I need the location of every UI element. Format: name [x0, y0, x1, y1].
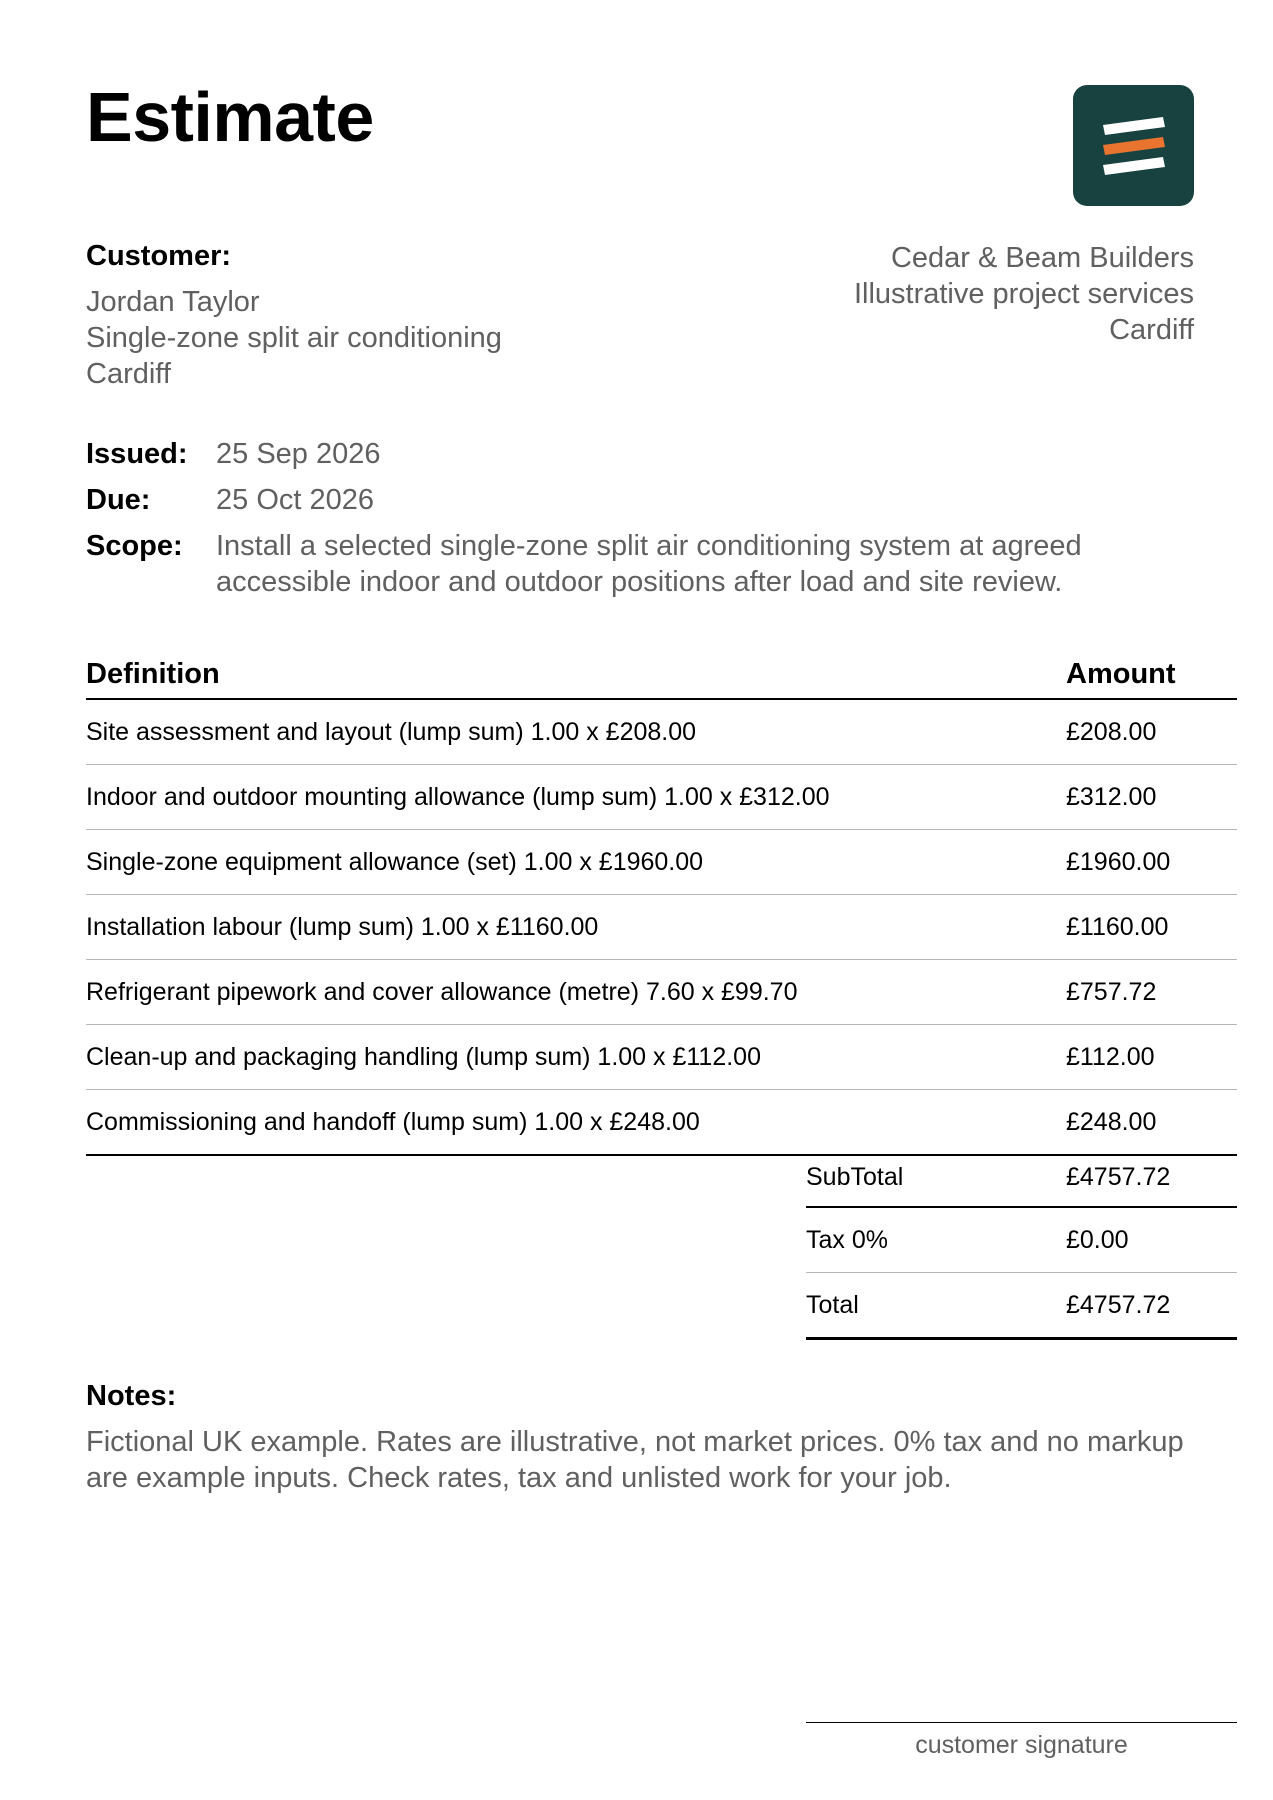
scope-row	[86, 528, 1206, 600]
company-block	[634, 240, 1194, 348]
row-amount: £208.00	[1066, 717, 1157, 746]
definition-header: Definition	[86, 657, 220, 690]
notes-text: Fictional UK example. Rates are illustrative, not market prices. 0% tax and no markup are example inputs. Check rates, tax and unlisted work for your job.	[86, 1426, 1184, 1494]
signature-line	[806, 1722, 1237, 1760]
row-amount: £248.00	[1066, 1107, 1157, 1136]
table-row	[86, 960, 1237, 1025]
due-row	[86, 482, 1206, 518]
table-row	[86, 830, 1237, 895]
scope-label: Scope:	[86, 530, 183, 562]
tax-row	[806, 1208, 1237, 1273]
row-definition: Clean-up and packaging handling (lump sum) 1.00 x £112.00	[86, 1042, 761, 1071]
estimate-meta	[86, 436, 1206, 610]
company-logo-icon	[1073, 85, 1194, 206]
table-row	[86, 895, 1237, 960]
row-amount: £312.00	[1066, 782, 1157, 811]
table-row	[86, 700, 1237, 765]
customer-name: Jordan Taylor	[86, 286, 260, 318]
company-name: Cedar & Beam Builders	[890, 242, 1194, 274]
row-definition: Installation labour (lump sum) 1.00 x £1160.00	[86, 912, 599, 941]
subtotal-value: £4757.72	[1066, 1163, 1171, 1191]
row-definition: Indoor and outdoor mounting allowance (lump sum) 1.00 x £312.00	[86, 782, 830, 811]
subtotal-row	[806, 1149, 1237, 1208]
customer-label: Customer:	[86, 240, 232, 272]
totals-block	[806, 1149, 1237, 1340]
table-header	[86, 650, 1237, 700]
company-city: Cardiff	[1109, 314, 1194, 346]
row-amount: £1160.00	[1066, 912, 1169, 941]
issued-label: Issued:	[86, 438, 188, 470]
table-row	[86, 765, 1237, 830]
line-items-table	[86, 650, 1237, 1156]
signature-label: customer signature	[915, 1731, 1128, 1759]
amount-header: Amount	[1066, 657, 1176, 690]
issued-row	[86, 436, 1206, 472]
total-value: £4757.72	[1066, 1290, 1171, 1319]
notes-block	[86, 1378, 1206, 1496]
total-row	[806, 1273, 1237, 1340]
scope-text: Install a selected single-zone split air conditioning system at agreed accessible indoor and outdoor positions after load and site review.	[216, 530, 1082, 598]
row-amount: £1960.00	[1066, 847, 1171, 876]
row-definition: Commissioning and handoff (lump sum) 1.00 x £248.00	[86, 1107, 700, 1136]
page-title: Estimate	[86, 78, 374, 156]
issued-date: 25 Sep 2026	[216, 438, 381, 470]
customer-city: Cardiff	[86, 358, 171, 390]
customer-block	[86, 238, 646, 392]
table-row	[86, 1025, 1237, 1090]
tax-value: £0.00	[1066, 1225, 1129, 1254]
company-tagline: Illustrative project services	[853, 278, 1194, 310]
subtotal-label: SubTotal	[806, 1163, 904, 1191]
row-amount: £112.00	[1066, 1042, 1155, 1071]
due-date: 25 Oct 2026	[216, 484, 374, 516]
row-definition: Refrigerant pipework and cover allowance (metre) 7.60 x £99.70	[86, 977, 798, 1006]
row-amount: £757.72	[1066, 977, 1157, 1006]
notes-label: Notes:	[86, 1380, 177, 1412]
total-label: Total	[806, 1290, 859, 1319]
stacked-layers-logo-icon	[1091, 103, 1177, 189]
row-definition: Single-zone equipment allowance (set) 1.00 x £1960.00	[86, 847, 704, 876]
due-label: Due:	[86, 484, 151, 516]
row-definition: Site assessment and layout (lump sum) 1.00 x £208.00	[86, 717, 697, 746]
tax-label: Tax 0%	[806, 1225, 888, 1254]
table-row	[86, 1090, 1237, 1156]
customer-project: Single-zone split air conditioning	[86, 322, 502, 354]
